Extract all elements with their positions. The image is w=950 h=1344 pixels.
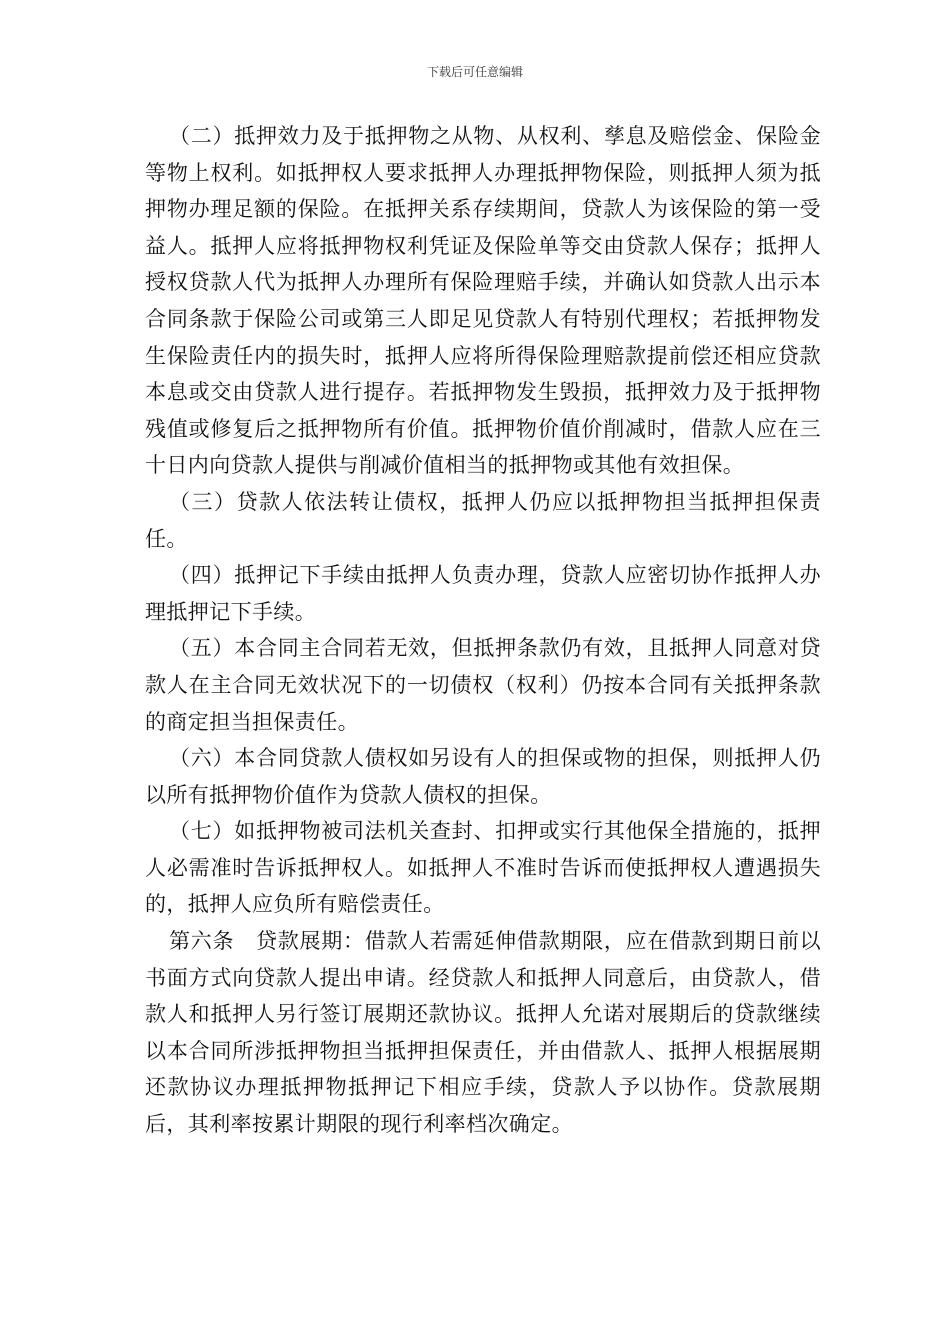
document-body	[145, 118, 821, 1143]
paragraph-clause-2: （二）抵押效力及于抵押物之从物、从权利、孳息及赔偿金、保险金等物上权利。如抵押权人要求抵押人办理抵押物保险，则抵押人须为抵押物办理足额的保险。在抵押关系存续期间，贷款人为该保险的第一受益人。抵押人应将抵押物权利凭证及保险单等交由贷款人保存；抵押人授权贷款人代为抵押人办理所有保险理赔手续，并确认如贷款人出示本合同条款于保险公司或第三人即足见贷款人有特别代理权；若抵押物发生保险责任内的损失时，抵押人应将所得保险理赔款提前偿还相应贷款本息或交由贷款人进行提存。若抵押物发生毁损，抵押效力及于抵押物残值或修复后之抵押物所有价值。抵押物价值价削减时，借款人应在三十日内向贷款人提供与削减价值相当的抵押物或其他有效担保。	[145, 124, 821, 478]
paragraph-clause-4: （四）抵押记下手续由抵押人负责办理，贷款人应密切协作抵押人办理抵押记下手续。	[145, 563, 821, 624]
paragraph-clause-5: （五）本合同主合同若无效，但抵押条款仍有效，且抵押人同意对贷款人在主合同无效状况下的一切债权（权利）仍按本合同有关抵押条款的商定担当担保责任。	[145, 636, 821, 734]
paragraph-article-6: 第六条 贷款展期：借款人若需延伸借款期限，应在借款到期日前以书面方式向贷款人提出申请。经贷款人和抵押人同意后，由贷款人，借款人和抵押人另行签订展期还款协议。抵押人允诺对展期后的贷款继续以本合同所涉抵押物担当抵押担保责任，并由借款人、抵押人根据展期还款协议办理抵押物抵押记下相应手续，贷款人予以协作。贷款展期后，其利率按累计期限的现行利率档次确定。	[145, 929, 821, 1137]
page-header: 下载后可任意编辑	[426, 65, 523, 79]
paragraph-clause-3: （三）贷款人依法转让债权，抵押人仍应以抵押物担当抵押担保责任。	[145, 489, 821, 551]
paragraph-clause-7: （七）如抵押物被司法机关查封、扣押或实行其他保全措施的，抵押人必需准时告诉抵押权人。如抵押人不准时告诉而使抵押权人遭遇损失的，抵押人应负所有赔偿责任。	[145, 819, 821, 917]
paragraph-clause-6: （六）本合同贷款人债权如另设有人的担保或物的担保，则抵押人仍以所有抵押物价值作为贷款人债权的担保。	[145, 746, 821, 807]
